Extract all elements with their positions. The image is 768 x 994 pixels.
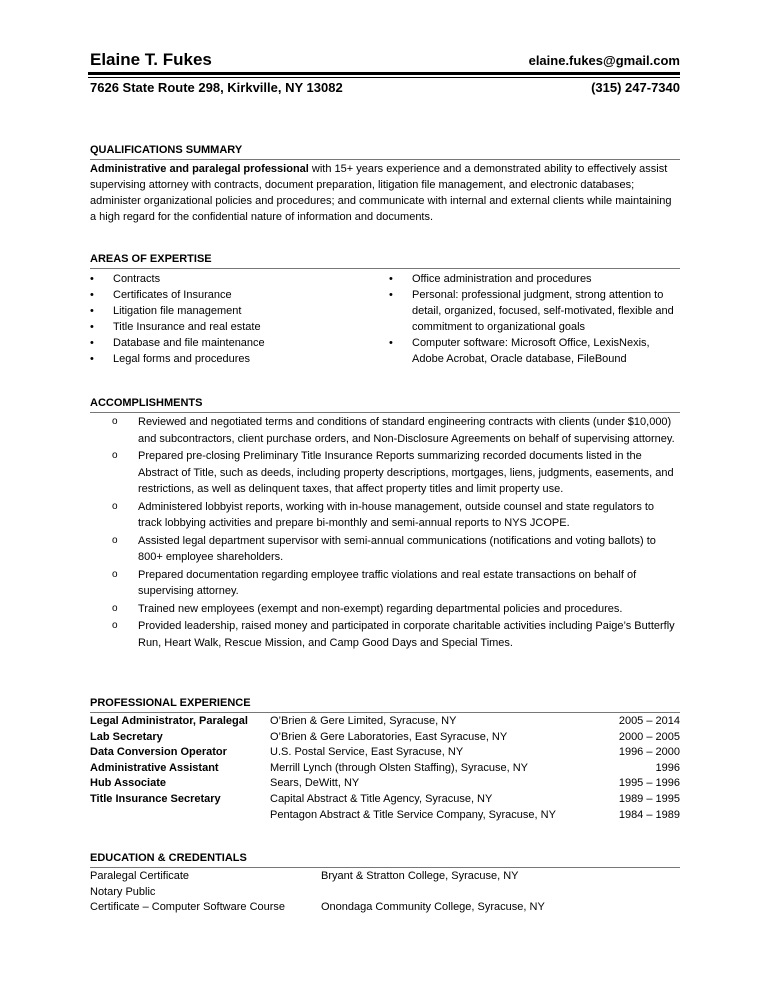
date-range: 1989 – 1995 <box>618 792 680 805</box>
institution: Onondaga Community College, Syracuse, NY <box>321 901 545 914</box>
email-address: elaine.fukes@gmail.com <box>528 53 680 68</box>
bullet-icon: • <box>389 273 393 285</box>
date-range: 1996 <box>655 761 680 774</box>
bullet-icon: • <box>90 353 94 365</box>
experience-row <box>90 761 680 777</box>
bullet-icon: • <box>90 305 94 317</box>
accomplishment-item <box>90 533 680 566</box>
institution: Bryant & Stratton College, Syracuse, NY <box>321 870 519 882</box>
expertise-section <box>90 252 680 367</box>
section-title: AREAS OF EXPERTISE <box>90 252 680 269</box>
phone-number: (315) 247-7340 <box>591 80 680 95</box>
accomplishment-text: Prepared pre-closing Preliminary Title Insurance Reports summarizing recorded documents listed in the Abstract of Title, such as deeds, including property descriptions, mortgages, liens, judgments, easements, and restrictions, as well as delinquent taxes, that affect property titles and limit property use. <box>138 450 674 495</box>
employer: Pentagon Abstract & Title Service Company, Syracuse, NY <box>270 808 556 821</box>
expertise-item-text: Litigation file management <box>113 305 242 317</box>
experience-section <box>90 696 680 823</box>
job-title: Lab Secretary <box>90 730 163 743</box>
qualifications-text <box>90 161 680 225</box>
employer: O’Brien & Gere Limited, Syracuse, NY <box>270 715 457 727</box>
expertise-item <box>90 271 389 287</box>
bullet-icon: • <box>389 337 393 349</box>
expertise-item <box>389 335 680 367</box>
expertise-item <box>90 303 389 319</box>
credential: Certificate – Computer Software Course <box>90 901 286 914</box>
expertise-item-text: Contracts <box>113 273 161 285</box>
accomplishment-text: Assisted legal department supervisor with semi-annual communications (notifications and voting ballots) to 800+ employee shareholders. <box>138 534 656 563</box>
expertise-item-text: Certificates of Insurance <box>113 289 232 301</box>
credential: Paralegal Certificate <box>90 870 190 882</box>
expertise-list-right <box>389 271 680 367</box>
bullet-icon: • <box>90 273 94 285</box>
expertise-item-text: Legal forms and procedures <box>113 353 250 365</box>
street-address: 7626 State Route 298, Kirkville, NY 13082 <box>90 80 343 95</box>
expertise-list-left <box>90 271 389 367</box>
expertise-item <box>389 271 680 287</box>
education-row <box>90 885 680 901</box>
experience-row <box>90 776 680 792</box>
expertise-item <box>90 351 389 367</box>
section-title: ACCOMPLISHMENTS <box>90 396 680 413</box>
section-title: QUALIFICATIONS SUMMARY <box>90 143 680 160</box>
employer: U.S. Postal Service, East Syracuse, NY <box>270 746 464 759</box>
section-title: EDUCATION & CREDENTIALS <box>90 851 680 868</box>
header-rule-thin <box>88 77 680 78</box>
accomplishments-list <box>90 414 680 651</box>
education-row <box>90 869 680 885</box>
section-title: PROFESSIONAL EXPERIENCE <box>90 696 680 713</box>
bullet-icon: • <box>90 289 94 301</box>
accomplishment-text: Reviewed and negotiated terms and conditions of standard engineering contracts with clients (under $10,000) and subcontractors, client purchase orders, and Non-Disclosure Agreements on behalf of supervising attorney. <box>138 416 675 445</box>
date-range: 1984 – 1989 <box>618 808 680 821</box>
open-bullet-icon: o <box>112 602 118 614</box>
qualifications-section <box>90 143 680 225</box>
accomplishment-item <box>90 414 680 447</box>
expertise-item-text: Computer software: Microsoft Office, LexisNexis, Adobe Acrobat, Oracle database, FileBound <box>412 337 650 365</box>
employer: O’Brien & Gere Laboratories, East Syracuse, NY <box>270 730 508 743</box>
date-range: 1995 – 1996 <box>618 777 680 790</box>
experience-row <box>90 808 680 824</box>
date-range: 2000 – 2005 <box>618 730 680 743</box>
open-bullet-icon: o <box>112 620 118 631</box>
expertise-item <box>90 319 389 335</box>
qualifications-lead: Administrative and paralegal professional <box>90 163 309 175</box>
accomplishment-item <box>90 499 680 532</box>
job-title <box>90 808 270 824</box>
bullet-icon: • <box>90 321 94 333</box>
employer: Capital Abstract & Title Agency, Syracuse, NY <box>270 792 493 805</box>
candidate-name: Elaine T. Fukes <box>90 50 212 69</box>
expertise-item-text: Office administration and procedures <box>412 273 592 285</box>
accomplishment-text: Provided leadership, raised money and participated in corporate charitable activities including Paige’s Butterfly Run, Heart Walk, Rescue Mission, and Camp Good Days and Special Times. <box>138 620 675 649</box>
header-address-row <box>90 79 680 97</box>
expertise-item <box>389 287 680 335</box>
expertise-item-text: Title Insurance and real estate <box>113 321 261 333</box>
date-range: 1996 – 2000 <box>618 746 680 759</box>
open-bullet-icon: o <box>112 568 118 580</box>
experience-row <box>90 745 680 761</box>
open-bullet-icon: o <box>112 534 118 546</box>
open-bullet-icon: o <box>112 416 118 427</box>
qualifications-body: with 15+ years experience and a demonstrated ability to effectively assist supervising attorney with contracts, document preparation, litigation file management, and electronic databases; administer organizational policies and procedures; and communicate with internal and external clients while maintaining a high regard for the confidential nature of information and documents. <box>90 163 672 223</box>
experience-row <box>90 730 680 746</box>
education-section <box>90 851 680 916</box>
credential: Notary Public <box>90 885 156 898</box>
job-title: Administrative Assistant <box>90 761 219 774</box>
accomplishment-item <box>90 618 680 651</box>
job-title: Legal Administrator, Paralegal <box>90 715 248 727</box>
experience-table <box>90 714 680 823</box>
accomplishment-text: Prepared documentation regarding employee traffic violations and real estate transactions on behalf of supervising attorney. <box>138 568 637 597</box>
date-range: 2005 – 2014 <box>618 715 680 727</box>
education-table <box>90 869 680 916</box>
open-bullet-icon: o <box>112 450 118 461</box>
bullet-icon: • <box>389 289 393 301</box>
open-bullet-icon: o <box>112 500 118 512</box>
expertise-item <box>90 287 389 303</box>
accomplishment-text: Trained new employees (exempt and non-exempt) regarding departmental policies and procedures. <box>138 602 623 615</box>
header-rule-thick <box>88 72 680 75</box>
institution <box>321 885 680 901</box>
job-title: Hub Associate <box>90 777 167 790</box>
education-row <box>90 900 680 916</box>
accomplishment-item <box>90 448 680 498</box>
job-title: Title Insurance Secretary <box>90 792 221 805</box>
employer: Sears, DeWitt, NY <box>270 777 360 790</box>
header-name-row <box>90 50 680 70</box>
experience-row <box>90 714 680 730</box>
accomplishments-section <box>90 396 680 652</box>
experience-row <box>90 792 680 808</box>
job-title: Data Conversion Operator <box>90 746 227 759</box>
employer: Merrill Lynch (through Olsten Staffing), Syracuse, NY <box>270 761 528 774</box>
accomplishment-item <box>90 601 680 618</box>
expertise-item <box>90 335 389 351</box>
bullet-icon: • <box>90 337 94 349</box>
expertise-item-text: Database and file maintenance <box>113 337 265 349</box>
expertise-item-text: Personal: professional judgment, strong attention to detail, organized, focused, self-motivated, flexible and commitment to organizational goals <box>412 289 674 333</box>
accomplishment-item <box>90 567 680 600</box>
accomplishment-text: Administered lobbyist reports, working with in-house management, outside counsel and state regulators to track lobbying activities and prepare bi-monthly and semi-annual reports to NYS JCOPE. <box>138 500 655 529</box>
expertise-columns <box>90 271 680 367</box>
